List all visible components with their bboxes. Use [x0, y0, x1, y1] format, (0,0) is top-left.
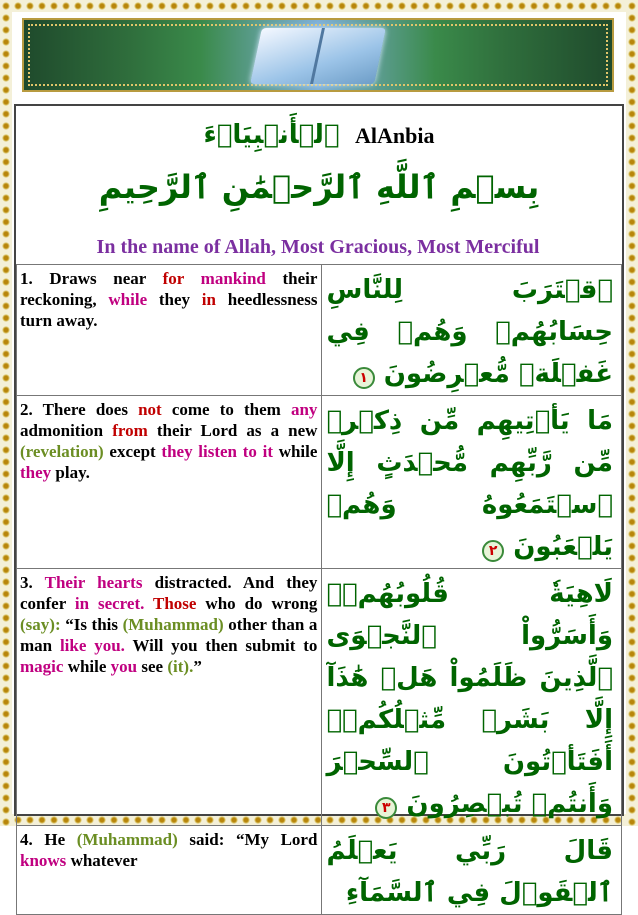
- translation-segment: heedlessness turn away.: [20, 290, 318, 330]
- translation-segment: they: [20, 463, 52, 482]
- translation-segment: play.: [51, 463, 90, 482]
- verse-arabic-text: قَالَ رَبِّي يَعۡلَمُ ٱلۡقَوۡلَ فِي ٱلسَّمَآءِ: [326, 836, 613, 908]
- translation-segment: not: [138, 400, 162, 419]
- surah-title-arabic: ٱلۡأَنۡبِيَاۤءَ: [203, 120, 340, 150]
- translation-segment: said: “My Lord: [177, 830, 318, 849]
- translation-segment: come to them: [161, 400, 291, 419]
- translation-segment: magic: [20, 657, 64, 676]
- translation-segment: 2.: [20, 400, 43, 419]
- verse-arabic-text: لَاهِيَةٗ قُلُوبُهُمۡۗ وَأَسَرُّواْ ٱلنَّجۡوَى ٱلَّذِينَ ظَلَمُواْ هَلۡ هَٰذَآ إِلَّا بَشَرٞ مِّثۡلُكُمۡۖ أَفَتَأۡتُونَ ٱلسِّحۡرَ وَأَنتُمۡ تُبۡصِرُونَ: [326, 579, 613, 819]
- verse-arabic-text: ٱقۡتَرَبَ لِلنَّاسِ حِسَابُهُمۡ وَهُمۡ فِي غَفۡلَةٖ مُّعۡرِضُونَ: [326, 275, 613, 389]
- translation-segment: (Muhammad): [76, 830, 178, 849]
- translation-segment: any: [290, 400, 318, 419]
- bismillah-arabic: بِسۡمِ ٱللَّهِ ٱلرَّحۡمَٰنِ ٱلرَّحِيمِ: [98, 168, 540, 206]
- translation-segment: (revelation): [20, 442, 104, 461]
- verse-row: [17, 396, 622, 569]
- translation-segment: in: [201, 290, 216, 309]
- open-book-image: [250, 28, 386, 84]
- translation-segment: [144, 594, 153, 613]
- translation-segment: for: [162, 269, 185, 288]
- translation-segment: (Muhammad): [122, 615, 224, 634]
- translation-segment: while: [63, 657, 111, 676]
- translation-segment: “Is this: [60, 615, 123, 634]
- surah-title: [16, 120, 622, 150]
- translation-segment: 3.: [20, 573, 45, 592]
- verse-arabic: [322, 396, 622, 569]
- decorative-border-right: [626, 0, 638, 826]
- translation-segment: you: [110, 657, 138, 676]
- verses-table: [16, 264, 622, 915]
- surah-title-english: AlAnbia: [355, 123, 435, 148]
- content-frame: [14, 104, 624, 908]
- verse-arabic: [322, 569, 622, 826]
- translation-segment: (say):: [20, 615, 61, 634]
- translation-segment: (it).: [167, 657, 194, 676]
- translation-segment: they listen to it: [161, 442, 273, 461]
- verse-translation: [17, 396, 322, 569]
- verse-translation: [17, 569, 322, 826]
- decorative-border-top: [0, 0, 638, 12]
- header-banner: [22, 18, 614, 92]
- translation-segment: like you.: [59, 636, 125, 655]
- translation-segment: they: [147, 290, 202, 309]
- verse-row: [17, 569, 622, 826]
- translation-segment: except: [103, 442, 162, 461]
- verse-row: [17, 265, 622, 396]
- translation-segment: their Lord: [147, 421, 247, 440]
- translation-segment: while: [108, 290, 148, 309]
- verse-translation: [17, 826, 322, 915]
- translation-segment: There does: [42, 400, 139, 419]
- translation-segment: other than a man: [20, 615, 318, 655]
- verse-arabic-text: مَا يَأۡتِيهِم مِّن ذِكۡرٖ مِّن رَّبِّهِم مُّحۡدَثٍ إِلَّا ٱسۡتَمَعُوهُ وَهُمۡ يَلۡعَبُونَ: [326, 406, 613, 562]
- translation-segment: 4.: [20, 830, 45, 849]
- translation-segment: their reckoning,: [20, 269, 318, 309]
- translation-segment: knows: [20, 851, 67, 870]
- translation-segment: see: [137, 657, 168, 676]
- translation-segment: whatever: [66, 851, 138, 870]
- verse-row: [17, 826, 622, 915]
- translation-segment: 1.: [20, 269, 50, 288]
- translation-segment: Draws near: [49, 269, 163, 288]
- verse-number-marker: ١: [353, 367, 375, 389]
- decorative-border-left: [0, 0, 12, 826]
- translation-segment: He: [44, 830, 77, 849]
- verse-number-marker: ٢: [482, 540, 504, 562]
- translation-segment: ”: [193, 657, 202, 676]
- verse-arabic: [322, 826, 622, 915]
- translation-segment: admonition: [20, 421, 113, 440]
- surah-header: [16, 106, 622, 266]
- translation-segment: [184, 269, 201, 288]
- translation-segment: in secret.: [74, 594, 145, 613]
- bismillah-translation: In the name of Allah, Most Gracious, Most Merciful: [96, 236, 540, 258]
- verse-translation: [17, 265, 322, 396]
- translation-segment: while: [272, 442, 318, 461]
- translation-segment: Those: [153, 594, 197, 613]
- translation-segment: Will you then submit to: [124, 636, 318, 655]
- translation-segment: mankind: [200, 269, 266, 288]
- verse-arabic: [322, 265, 622, 396]
- translation-segment: Their hearts: [44, 573, 143, 592]
- translation-segment: who do wrong: [196, 594, 318, 613]
- translation-segment: distracted. And they confer: [20, 573, 318, 613]
- translation-segment: from: [112, 421, 148, 440]
- verse-number-marker: ٣: [375, 797, 397, 819]
- translation-segment: as a new: [246, 421, 318, 440]
